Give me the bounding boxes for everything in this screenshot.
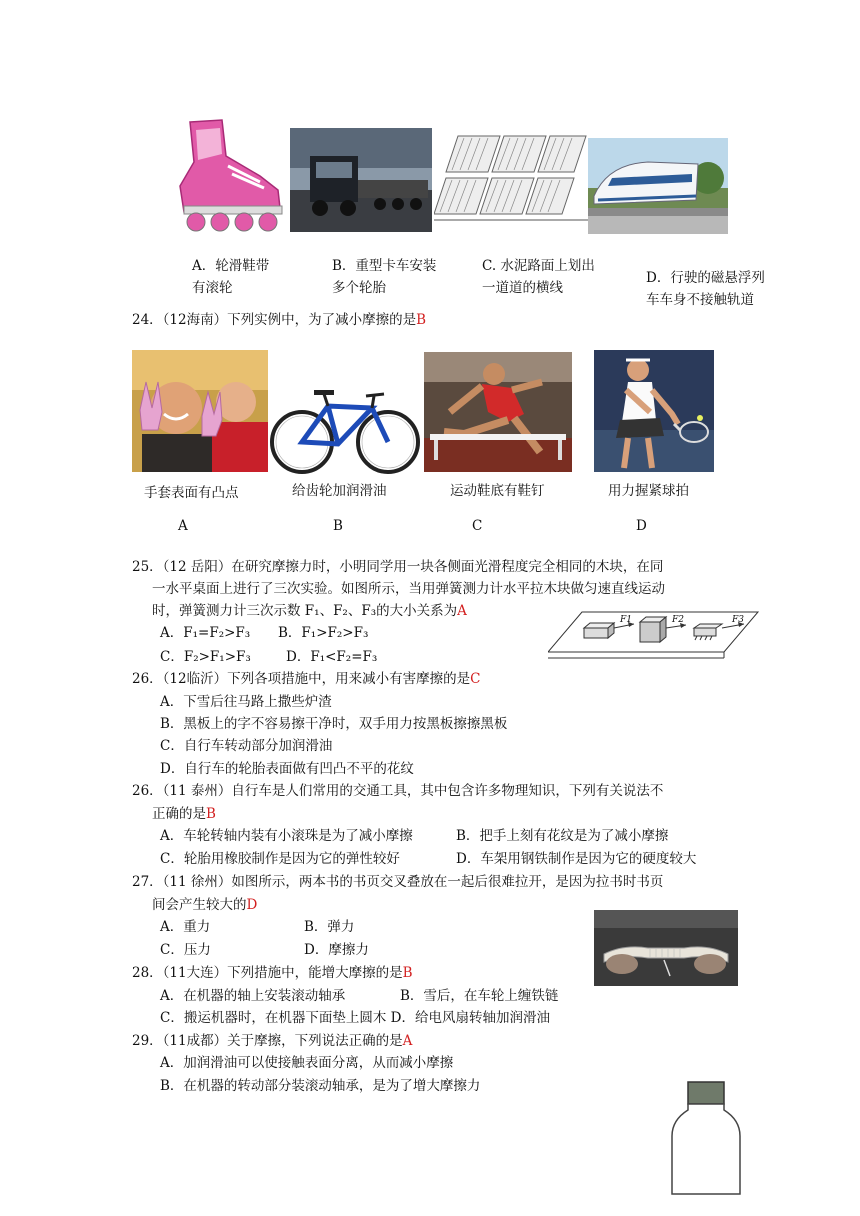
q25-line1: 25．（12 岳阳）在研究摩擦力时，小明同学用一块各侧面光滑程度完全相同的木块，在同 — [132, 559, 664, 575]
q25-line2: 一水平桌面上进行了三次实验。如图所示，当用弹簧测力计水平拉木块做匀速直线运动 — [152, 581, 665, 597]
q25-option-c: C．F₂>F₁>F₃ — [160, 649, 251, 665]
q26a-option-b: B．黑板上的字不容易擦干净时，双手用力按黑板擦擦黑板 — [160, 716, 508, 732]
q24-letter-d: D — [636, 518, 647, 534]
q26b-option-b: B．把手上刻有花纹是为了减小摩擦 — [456, 828, 669, 844]
heavy-truck-photo — [290, 128, 432, 232]
q27-option-c: C．压力 — [160, 942, 211, 958]
interleaved-books-photo — [594, 910, 738, 986]
q25-option-a: A．F₁=F₂>F₃ — [160, 625, 251, 641]
q25-option-d: D．F₁<F₂=F₃ — [286, 649, 378, 665]
q23-option-a: A．轮滑鞋带 有滚轮 — [192, 258, 270, 296]
q24-answer: B — [416, 312, 427, 328]
q27-option-a: A．重力 — [160, 919, 211, 935]
q28-stem: 28．（11大连）下列措施中，能增大摩擦的是B — [132, 965, 413, 981]
q23-option-b: B．重型卡车安装 多个轮胎 — [332, 258, 437, 296]
bottle-figure — [670, 1080, 742, 1196]
q25-line3: 时，弹簧测力计三次示数 F₁、F₂、F₃的大小关系为A — [152, 603, 467, 619]
hurdler-photo — [424, 352, 572, 472]
f1-label: F1 — [620, 615, 632, 625]
q24-stem: 24．（12海南）下列实例中，为了减小摩擦的是B — [132, 312, 427, 328]
concrete-road-grooves-figure — [434, 128, 590, 232]
q26a-option-a: A．下雪后往马路上撒些炉渣 — [160, 694, 332, 710]
q26b-option-a: A．车轮转轴内装有小滚珠是为了减小摩擦 — [160, 828, 413, 844]
q23-option-c: C. 水泥路面上划出 一道道的横线 — [482, 258, 595, 296]
q26a-option-c: C．自行车转动部分加润滑油 — [160, 738, 333, 754]
q25-option-b: B．F₁>F₂>F₃ — [278, 625, 369, 641]
q29-answer: A — [402, 1033, 413, 1049]
q24-letter-c: C — [472, 518, 483, 534]
q29-stem: 29．（11成都）关于摩擦，下列说法正确的是A — [132, 1033, 413, 1049]
q26b-option-c: C．轮胎用橡胶制作是因为它的弹性较好 — [160, 851, 400, 867]
f2-label: F2 — [672, 615, 684, 625]
q23-option-d: D．行驶的磁悬浮列 车车身不接触轨道 — [646, 270, 765, 308]
q26a-stem: 26．（12临沂）下列各项措施中，用来减小有害摩擦的是C — [132, 671, 481, 687]
q29-option-b: B．在机器的转动部分装滚动轴承，是为了增大摩擦力 — [160, 1078, 481, 1094]
bicycle-photo — [268, 386, 422, 476]
q25-answer: A — [457, 603, 467, 619]
q24-caption-c: 运动鞋底有鞋钉 — [450, 483, 545, 499]
q27-option-d: D．摩擦力 — [304, 942, 369, 958]
gloves-kids-photo — [132, 350, 268, 472]
q24-letter-b: B — [333, 518, 343, 534]
friction-blocks-figure — [548, 610, 760, 662]
q28-option-a: A．在机器的轴上安装滚动轴承 — [160, 988, 346, 1004]
q26b-line1: 26．（11 泰州）自行车是人们常用的交通工具，其中包含许多物理知识，下列有关说法不 — [132, 783, 664, 799]
q24-letter-a: A — [178, 518, 188, 534]
tennis-player-photo — [594, 350, 714, 472]
q27-line2: 间会产生较大的D — [152, 897, 258, 913]
q24-caption-a: 手套表面有凸点 — [144, 485, 239, 501]
q24-caption-d: 用力握紧球拍 — [608, 483, 689, 499]
q26b-option-d: D．车架用钢铁制作是因为它的硬度较大 — [456, 851, 697, 867]
q27-answer: D — [246, 897, 258, 913]
maglev-train-photo — [588, 138, 728, 234]
q26b-answer: B — [206, 806, 216, 822]
q28-answer: B — [402, 965, 413, 981]
roller-skate-photo — [160, 116, 290, 232]
q26b-line2: 正确的是B — [152, 806, 216, 822]
f3-label: F3 — [732, 615, 744, 625]
q29-option-a: A．加润滑油可以使接触表面分离，从而减小摩擦 — [160, 1055, 454, 1071]
q26a-answer: C — [470, 671, 481, 687]
q27-line1: 27．（11 徐州）如图所示，两本书的书页交叉叠放在一起后很难拉开，是因为拉书时书页 — [132, 874, 664, 890]
q26a-option-d: D．自行车的轮胎表面做有凹凸不平的花纹 — [160, 761, 414, 777]
q24-caption-b: 给齿轮加润滑油 — [292, 483, 387, 499]
q28-option-b: B．雪后，在车轮上缠铁链 — [400, 988, 559, 1004]
q28-option-cd: C．搬运机器时，在机器下面垫上圆木 D．给电风扇转轴加润滑油 — [160, 1010, 550, 1026]
q27-option-b: B．弹力 — [304, 919, 355, 935]
